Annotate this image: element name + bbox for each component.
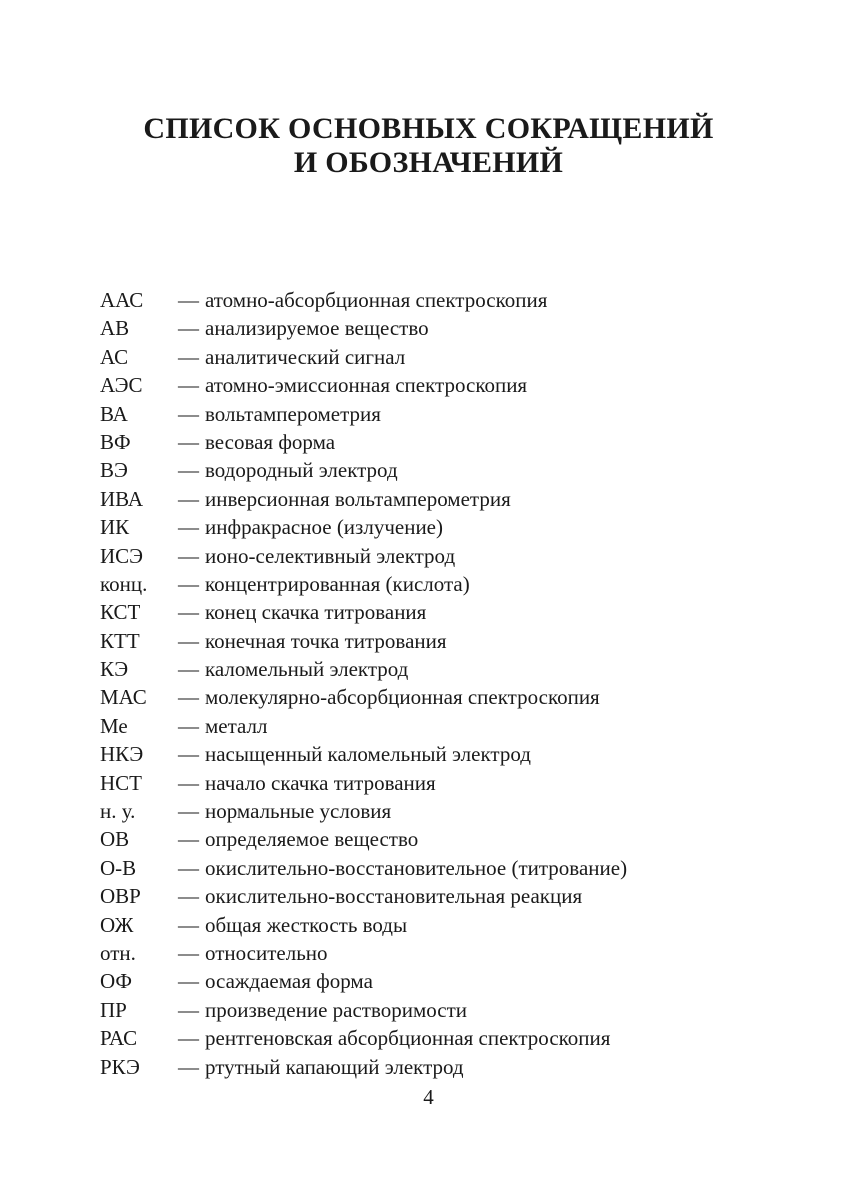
abbreviation-row bbox=[100, 570, 800, 598]
abbreviation-dash: — bbox=[178, 884, 199, 909]
abbreviation-term: ААС bbox=[100, 288, 144, 312]
abbreviation-row bbox=[100, 712, 800, 740]
abbreviation-definition: рентгеновская абсорбционная спектроскопия bbox=[205, 1026, 611, 1051]
abbreviation-term: РКЭ bbox=[100, 1054, 140, 1079]
abbreviation-row bbox=[100, 797, 800, 825]
abbreviation-dash: — bbox=[178, 515, 199, 540]
abbreviation-dash: — bbox=[178, 373, 199, 398]
abbreviation-row bbox=[100, 627, 800, 655]
page-title bbox=[0, 112, 857, 180]
abbreviation-term: НКЭ bbox=[100, 742, 144, 767]
abbreviation-term: ОЖ bbox=[100, 912, 134, 937]
abbreviation-dash: — bbox=[178, 344, 199, 369]
abbreviation-dash: — bbox=[178, 628, 199, 653]
abbreviation-term: ПР bbox=[100, 997, 127, 1022]
abbreviation-dash: — bbox=[178, 685, 199, 710]
abbreviation-definition: весовая форма bbox=[205, 429, 336, 454]
abbreviation-term: отн. bbox=[100, 940, 136, 965]
abbreviation-row bbox=[100, 428, 800, 456]
abbreviation-row bbox=[100, 343, 800, 371]
abbreviation-row bbox=[100, 967, 800, 995]
abbreviation-definition: атомно-абсорбционная спектроскопия bbox=[205, 288, 548, 312]
abbreviation-dash: — bbox=[178, 912, 199, 937]
abbreviation-dash: — bbox=[178, 770, 199, 795]
abbreviation-term: Ме bbox=[100, 713, 128, 738]
abbreviation-term: МАС bbox=[100, 685, 147, 710]
abbreviation-dash: — bbox=[178, 657, 199, 682]
page-title-line-1: СПИСОК ОСНОВНЫХ СОКРАЩЕНИЙ bbox=[143, 112, 714, 146]
abbreviation-dash: — bbox=[178, 543, 199, 568]
abbreviation-row bbox=[100, 683, 800, 711]
abbreviation-dash: — bbox=[178, 486, 199, 511]
abbreviation-definition: атомно-эмиссионная спектроскопия bbox=[205, 373, 528, 398]
abbreviation-definition: нормальные условия bbox=[205, 799, 392, 824]
abbreviation-definition: водородный электрод bbox=[205, 458, 398, 483]
abbreviation-term: ВЭ bbox=[100, 458, 128, 483]
abbreviation-dash: — bbox=[178, 940, 199, 965]
abbreviation-row bbox=[100, 513, 800, 541]
abbreviation-dash: — bbox=[178, 827, 199, 852]
abbreviation-row bbox=[100, 542, 800, 570]
abbreviation-list bbox=[100, 286, 800, 1081]
abbreviation-dash: — bbox=[178, 855, 199, 880]
abbreviation-term: ОВ bbox=[100, 827, 130, 852]
abbreviation-definition: концентрированная (кислота) bbox=[205, 571, 470, 596]
abbreviation-dash: — bbox=[178, 571, 199, 596]
abbreviation-term: РАС bbox=[100, 1026, 138, 1051]
abbreviation-definition: конец скачка титрования bbox=[205, 600, 427, 625]
abbreviation-term: ОВР bbox=[100, 884, 141, 909]
abbreviation-definition: инфракрасное (излучение) bbox=[205, 515, 443, 540]
abbreviation-term: АВ bbox=[100, 316, 130, 341]
abbreviation-definition: произведение растворимости bbox=[205, 997, 468, 1022]
abbreviation-dash: — bbox=[178, 742, 199, 767]
abbreviation-term: КТТ bbox=[100, 628, 140, 653]
abbreviation-dash: — bbox=[178, 997, 199, 1022]
abbreviation-term: ВФ bbox=[100, 429, 131, 454]
abbreviation-dash: — bbox=[178, 401, 199, 426]
abbreviation-term: НСТ bbox=[100, 770, 142, 795]
abbreviation-row bbox=[100, 939, 800, 967]
abbreviation-dash: — bbox=[178, 799, 199, 824]
abbreviation-term: конц. bbox=[100, 571, 148, 596]
abbreviation-definition: определяемое вещество bbox=[205, 827, 419, 852]
abbreviation-term: ИВА bbox=[100, 486, 144, 511]
abbreviation-term: ИК bbox=[100, 515, 130, 540]
abbreviation-definition: анализируемое вещество bbox=[205, 316, 429, 341]
abbreviation-definition: относительно bbox=[205, 940, 328, 965]
abbreviation-row bbox=[100, 314, 800, 342]
abbreviation-definition: осаждаемая форма bbox=[205, 969, 373, 994]
abbreviation-row bbox=[100, 485, 800, 513]
abbreviation-dash: — bbox=[178, 713, 199, 738]
abbreviation-row bbox=[100, 371, 800, 399]
abbreviation-row bbox=[100, 740, 800, 768]
abbreviation-row bbox=[100, 598, 800, 626]
abbreviation-row bbox=[100, 996, 800, 1024]
abbreviation-row bbox=[100, 1024, 800, 1052]
abbreviation-row bbox=[100, 400, 800, 428]
abbreviation-definition: металл bbox=[205, 713, 268, 738]
abbreviation-definition: инверсионная вольтамперометрия bbox=[205, 486, 511, 511]
abbreviation-definition: ртутный капающий электрод bbox=[205, 1054, 464, 1079]
abbreviation-definition: общая жесткость воды bbox=[205, 912, 408, 937]
abbreviation-dash: — bbox=[178, 1026, 199, 1051]
abbreviation-row bbox=[100, 456, 800, 484]
abbreviation-term: ВА bbox=[100, 401, 128, 426]
abbreviation-term: ИСЭ bbox=[100, 543, 144, 568]
abbreviation-row bbox=[100, 825, 800, 853]
page-title-line-2: И ОБОЗНАЧЕНИЙ bbox=[293, 146, 564, 180]
abbreviation-row bbox=[100, 854, 800, 882]
abbreviation-dash: — bbox=[178, 969, 199, 994]
abbreviation-dash: — bbox=[178, 600, 199, 625]
abbreviation-term: АС bbox=[100, 344, 129, 369]
abbreviation-definition: молекулярно-абсорбционная спектроскопия bbox=[205, 685, 600, 710]
abbreviation-dash: — bbox=[178, 1054, 199, 1079]
abbreviation-term: О-В bbox=[100, 855, 137, 880]
abbreviation-row bbox=[100, 769, 800, 797]
abbreviation-definition: начало скачка титрования bbox=[205, 770, 436, 795]
abbreviation-term: ОФ bbox=[100, 969, 133, 994]
abbreviation-row bbox=[100, 1053, 800, 1081]
abbreviation-definition: ионо-селективный электрод bbox=[205, 543, 456, 568]
abbreviation-definition: окислительно-восстановительное (титрование) bbox=[205, 855, 628, 880]
abbreviation-row bbox=[100, 911, 800, 939]
abbreviation-row bbox=[100, 882, 800, 910]
abbreviation-definition: окислительно-восстановительная реакция bbox=[205, 884, 583, 909]
abbreviation-term: КЭ bbox=[100, 657, 129, 682]
abbreviation-definition: конечная точка титрования bbox=[205, 628, 447, 653]
abbreviation-row bbox=[100, 655, 800, 683]
abbreviation-definition: вольтамперометрия bbox=[205, 401, 381, 426]
abbreviation-dash: — bbox=[178, 458, 199, 483]
abbreviation-term: КСТ bbox=[100, 600, 141, 625]
page-number: 4 bbox=[423, 1085, 434, 1109]
abbreviation-dash: — bbox=[178, 288, 199, 312]
abbreviation-definition: каломельный электрод bbox=[205, 657, 409, 682]
abbreviation-definition: насыщенный каломельный электрод bbox=[205, 742, 531, 767]
abbreviation-term: АЭС bbox=[100, 373, 143, 398]
abbreviation-dash: — bbox=[178, 316, 199, 341]
abbreviation-row bbox=[100, 286, 800, 314]
abbreviation-dash: — bbox=[178, 429, 199, 454]
abbreviation-definition: аналитический сигнал bbox=[205, 344, 406, 369]
abbreviation-term: н. у. bbox=[100, 799, 136, 824]
